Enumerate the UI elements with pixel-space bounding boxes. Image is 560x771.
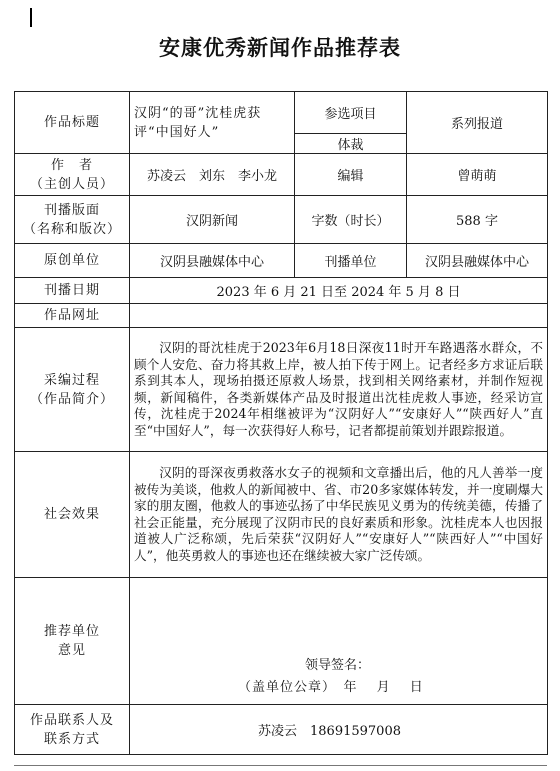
label-work-title: 作品标题 <box>15 92 130 154</box>
value-effect <box>130 452 548 578</box>
label-authors <box>15 154 130 196</box>
row-process <box>15 328 548 452</box>
effect-paragraph: 汉阴的哥深夜勇救落水女子的视频和文章播出后，他的凡人善举一度被传为美谈，他救人的新闻被中、省、市20多家媒体转发，并一度刷爆大家的朋友圈，他救人的事迹弘扬了中华民族见义勇为的传统美德，传播了社会正能量，充分展现了汉阴市民的良好素质和形象。沈桂虎本人也因报道被人广泛称颂，先后荣获“汉阴好人”“安康好人”“陕西好人”“中国好人”，他英勇救人的事迹也还在继续被大家广泛传颂。 <box>134 465 543 563</box>
label-effect: 社会效果 <box>15 452 130 578</box>
label-process-line2: （作品简介） <box>29 391 114 407</box>
label-pub-unit: 刊播单位 <box>295 244 407 278</box>
label-recommendation-line2: 意见 <box>57 643 86 658</box>
value-recommendation <box>130 578 548 705</box>
value-pub-unit: 汉阴县融媒体中心 <box>407 244 548 278</box>
recommendation-form-table <box>14 91 548 755</box>
page-title: 安康优秀新闻作品推荐表 <box>159 36 401 60</box>
label-contact-line1: 作品联系人及 <box>29 712 114 728</box>
row-recommendation <box>15 578 548 705</box>
label-page-line2: （名称和版次） <box>22 221 121 237</box>
label-recommendation-line1: 推荐单位 <box>43 624 100 639</box>
label-editor: 编辑 <box>295 154 407 196</box>
label-contact <box>15 705 130 755</box>
label-url: 作品网址 <box>15 304 130 328</box>
label-contact-line2: 联系方式 <box>43 731 100 747</box>
label-category: 参选项目 <box>295 92 407 134</box>
value-contact: 苏凌云 18691597008 <box>130 705 548 755</box>
value-work-title: 汉阴“的哥”沈桂虎获评“中国好人” <box>130 92 295 154</box>
label-page-line1: 刊播版面 <box>43 202 100 218</box>
row-page <box>15 196 548 244</box>
value-origin-unit: 汉阴县融媒体中心 <box>130 244 295 278</box>
leader-signature: 领导签名： <box>305 658 371 673</box>
label-process-line1: 采编过程 <box>43 372 100 388</box>
value-process <box>130 328 548 452</box>
row-url <box>15 304 548 328</box>
label-authors-line2: （主创人员） <box>29 176 114 192</box>
row-contact <box>15 705 548 755</box>
value-editor: 曾萌萌 <box>407 154 548 196</box>
bottom-border-line <box>14 765 547 766</box>
row-authors <box>15 154 548 196</box>
row-pub-date <box>15 278 548 304</box>
process-paragraph: 汉阴的哥沈桂虎于2023年6月18日深夜11时开车路遇落水群众，不顾个人安危、奋力将其救上岸，被人拍下传于网上。记者经多方求证后联系到其本人，现场拍摄还原救人场景，找到相关网络素材，并制作短视频，新闻稿件，各类新媒体产品及时报道出沈桂虎救人事迹，经采访宣传，沈桂虎于2024年相继被评为“汉阴好人”“安康好人”“陕西好人”直至“中国好人”，每一次获得好人称号，记者都提前策划并跟踪报道。 <box>134 340 543 438</box>
row-work-title <box>15 92 548 134</box>
row-effect <box>15 452 548 578</box>
label-origin-unit: 原创单位 <box>15 244 130 278</box>
row-units <box>15 244 548 278</box>
label-pub-date: 刊播日期 <box>15 278 130 304</box>
unit-stamp-date: （盖单位公章） 年 月 日 <box>238 680 424 695</box>
label-recommendation <box>15 578 130 705</box>
value-pub-date: 2023 年 6 月 21 日至 2024 年 5 月 8 日 <box>130 278 548 304</box>
label-genre: 体裁 <box>295 134 407 154</box>
value-word-count: 588 字 <box>407 196 548 244</box>
label-page <box>15 196 130 244</box>
label-authors-line1: 作 者 <box>50 157 93 173</box>
value-url <box>130 304 548 328</box>
label-process <box>15 328 130 452</box>
value-page: 汉阴新闻 <box>130 196 295 244</box>
label-word-count: 字数（时长） <box>295 196 407 244</box>
value-authors: 苏凌云 刘东 李小龙 <box>130 154 295 196</box>
text-cursor-mark <box>30 8 32 27</box>
value-category: 系列报道 <box>407 92 548 154</box>
